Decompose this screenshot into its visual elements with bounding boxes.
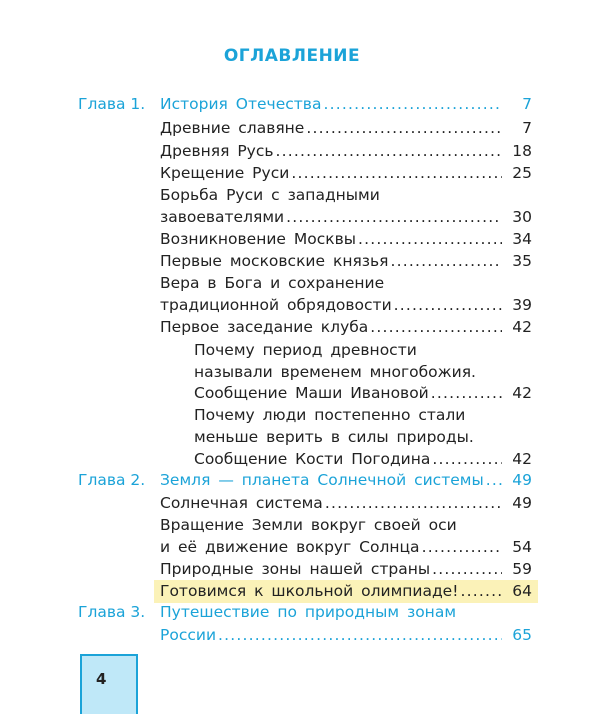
toc-entry-line: Почему люди постепенно стали — [194, 406, 466, 424]
toc-entry[interactable]: Первое заседание клуба ..... 42 — [160, 317, 532, 337]
toc-entry[interactable]: и её движение вокруг Солнца ..... 54 — [160, 537, 532, 557]
toc-entry-line: Вера в Бога и сохранение — [160, 274, 385, 292]
toc-entry[interactable]: Природные зоны нашей страны ..... 59 — [160, 559, 532, 579]
toc-entry[interactable]: России ..... 65 — [160, 625, 532, 645]
chapter-3-label: Глава 3. — [78, 603, 146, 621]
toc-entry[interactable]: Крещение Руси ..... 25 — [160, 163, 532, 183]
toc-entry[interactable]: Древняя Русь ..... 18 — [160, 141, 532, 161]
toc-entry[interactable]: Солнечная система ..... 49 — [160, 493, 532, 513]
toc-entry-line: называли временем многобожия. — [194, 363, 476, 381]
toc-entry[interactable]: Земля — планета Солнечной системы ..... 49 — [160, 470, 532, 490]
chapter-2-label: Глава 2. — [78, 471, 146, 489]
toc-entry[interactable]: Сообщение Кости Погодина ..... 42 — [194, 449, 532, 469]
toc-entry-line: Вращение Земли вокруг своей оси — [160, 516, 457, 534]
chapter-1-label: Глава 1. — [78, 95, 146, 113]
toc-entry[interactable]: История Отечества ..... 7 — [160, 94, 532, 114]
toc-entry[interactable]: традиционной обрядовости ..... 39 — [160, 295, 532, 315]
toc-entry-line: меньше верить в силы природы. — [194, 428, 474, 446]
toc-entry[interactable]: завоевателями ..... 30 — [160, 207, 532, 227]
toc-entry-line: Борьба Руси с западными — [160, 186, 380, 204]
toc-entry[interactable]: Древние славяне ..... 7 — [160, 118, 532, 138]
page-number: 4 — [96, 670, 107, 688]
toc-entry-line: Почему период древности — [194, 341, 417, 359]
toc-heading: ОГЛАВЛЕНИЕ — [223, 46, 361, 66]
toc-entry[interactable]: Сообщение Маши Ивановой ..... 42 — [194, 383, 532, 403]
toc-entry[interactable]: Возникновение Москвы ..... 34 — [160, 229, 532, 249]
toc-entry[interactable]: Первые московские князья ..... 35 — [160, 251, 532, 271]
toc-entry-line: Путешествие по природным зонам — [160, 603, 457, 621]
page-number-badge — [80, 654, 138, 714]
toc-entry[interactable]: Готовимся к школьной олимпиаде! ..... 64 — [160, 581, 532, 601]
